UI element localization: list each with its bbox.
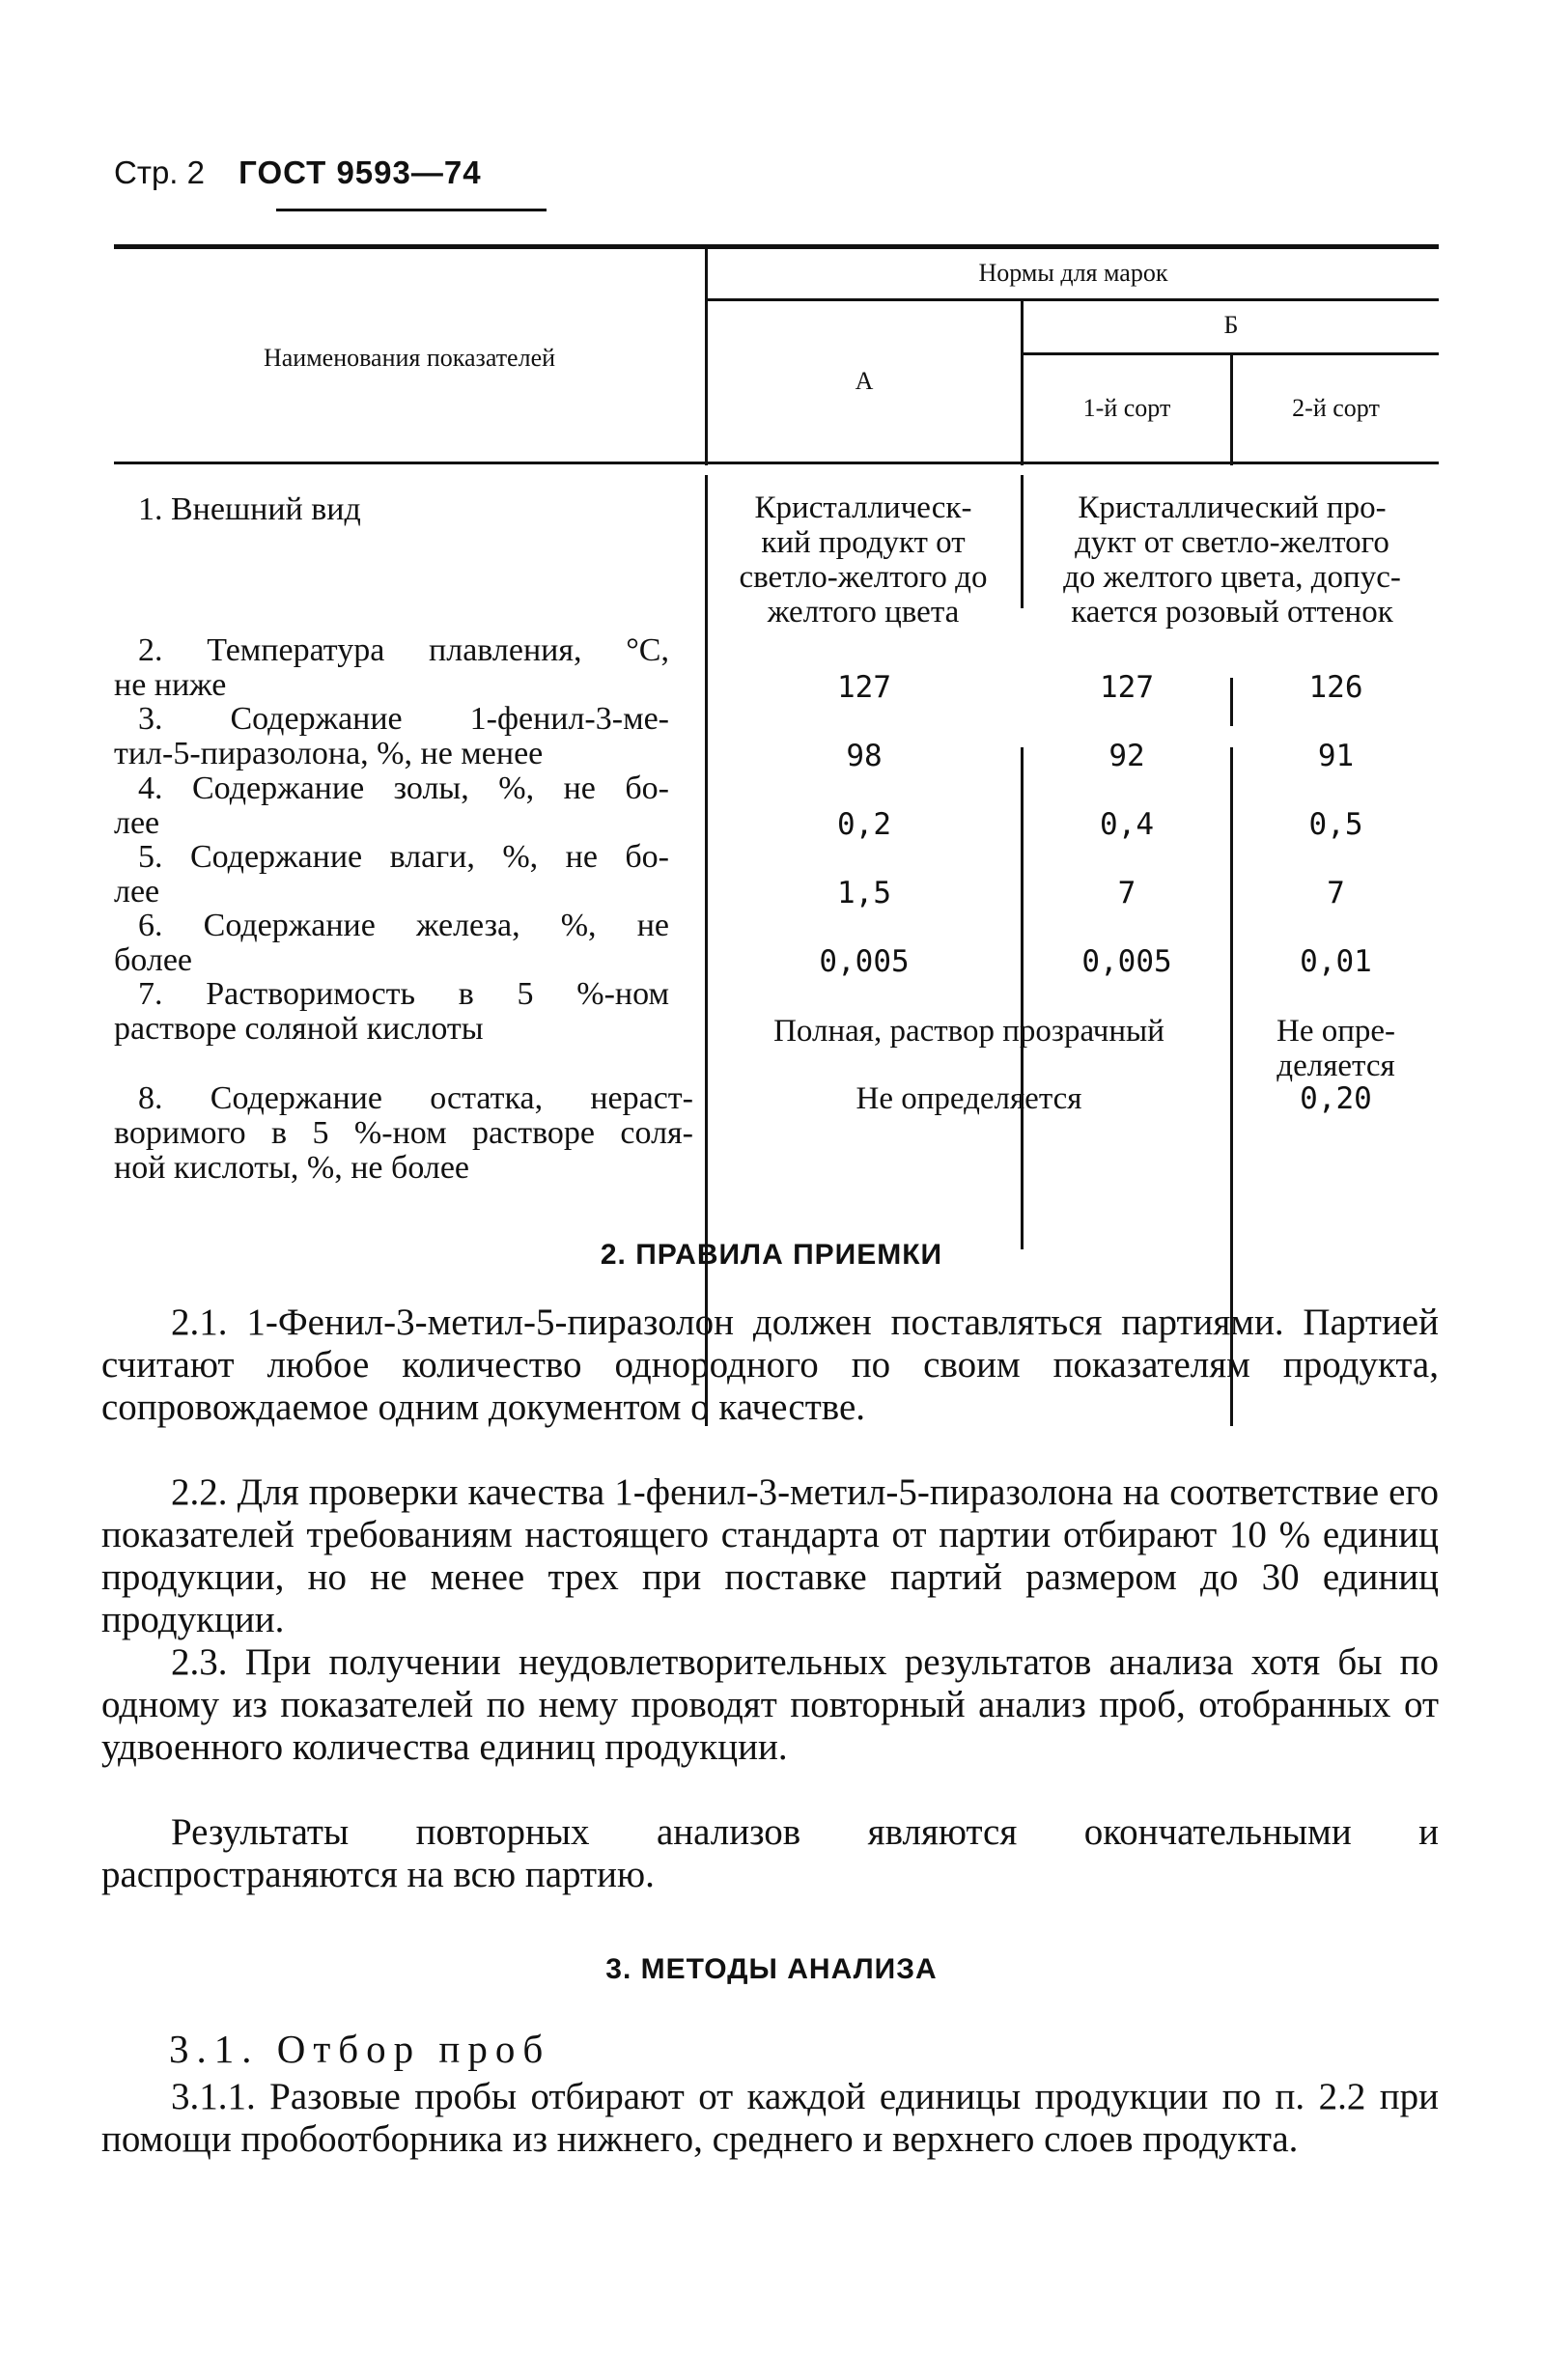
row-4-sort1: 0,4 [1100,807,1154,842]
subsection-3-1-heading: 3.1. Отбор проб [169,2027,551,2071]
table-top-rule [114,244,1439,249]
col-header-sort1: 1-й сорт [1082,394,1171,422]
row-6-grade-a: 0,005 [819,944,910,979]
row-4-label: 4. Содержание золы, %, не бо- лее [114,770,669,841]
row-8-grade-ab: Не определяется [856,1081,1082,1116]
paragraph-3-1-1: 3.1.1. Разовые пробы отбирают от каждой единицы продукции по п. 2.2 при помощи пробоотборника из нижнего, среднего и верхнего слоев продукта. [101,2076,1439,2160]
row-7-grade-ab: Полная, раствор прозрачный [773,1014,1164,1049]
norms-underline [708,298,1439,301]
row-6-label: 6. Содержание железа, %, не более [114,908,669,978]
standard-number: ГОСТ 9593—74 [238,154,482,190]
row-5-label: 5. Содержание влаги, %, не бо- лее [114,839,669,910]
row-7-sort2: Не опре- деляется [1276,1014,1396,1083]
row-2-grade-a: 127 [837,670,891,705]
row-6-sort2: 0,01 [1300,944,1372,979]
header-underline [276,209,547,211]
row-3-sort2: 91 [1317,739,1355,773]
body-divider-2a [1021,475,1024,608]
row-3-grade-a: 98 [846,739,883,773]
col-header-norms: Нормы для марок [978,259,1168,287]
row-2-sort1: 127 [1100,670,1154,705]
row-2-label: 2. Температура плавления, °С, не ниже [114,632,669,703]
paragraph-2-2: 2.2. Для проверки качества 1-фенил-3-метил-5-пиразолона на соответствие его показателей требованиям настоящего стандарта от партии отбирают 10 % единиц продукции, но не менее трех при поставке партий размером до 30 единиц продукции. [101,1471,1439,1640]
page-number: Стр. 2 [114,154,205,190]
row-6-sort1: 0,005 [1081,944,1172,979]
row-4-grade-a: 0,2 [837,807,891,842]
running-header [114,154,482,191]
row-2-sort2: 126 [1308,670,1363,705]
paragraph-2-3: 2.3. При получении неудовлетворительных результатов анализа хотя бы по одному из показателей по нему проводят повторный анализ проб, отобранных от удвоенного количества единиц продукции. [101,1641,1439,1768]
row-8-sort2: 0,20 [1300,1081,1372,1116]
paragraph-2-4: Результаты повторных анализов являются окончательными и распространяются на всю партию. [101,1811,1439,1895]
row-4-sort2: 0,5 [1308,807,1363,842]
row-1-grade-b: Кристаллический про- дукт от светло-желтого до желтого цвета, допус- кается розовый оттенок [1063,490,1401,630]
header-bottom-rule [114,462,1439,464]
col-header-names: Наименования показателей [263,344,556,372]
paragraph-2-1: 2.1. 1-Фенил-3-метил-5-пиразолон должен поставляться партиями. Партией считают любое количество однородного по своим показателям продукта, сопровождаемое одним документом о качестве. [101,1302,1439,1428]
section-2-title: 2. ПРАВИЛА ПРИЕМКИ [600,1239,943,1271]
section-3-title: 3. МЕТОДЫ АНАЛИЗА [605,1953,938,1985]
row-5-sort1: 7 [1117,876,1136,910]
row-7-label: 7. Растворимость в 5 %-ном растворе соляной кислоты [114,976,669,1047]
row-1-label: 1. Внешний вид [138,491,361,527]
col-header-sort2: 2-й сорт [1292,394,1380,422]
col-header-grade-b: Б [1223,311,1239,339]
col-header-grade-a: А [855,367,874,395]
row-1-grade-a: Кристаллическ- кий продукт от светло-желтого до желтого цвета [739,490,988,630]
row-8-label: 8. Содержание остатка, нераст- воримого в 5 %-ном растворе соля- ной кислоты, %, не более [114,1080,693,1186]
row-5-sort2: 7 [1327,876,1345,910]
row-3-sort1: 92 [1108,739,1145,773]
row-5-grade-a: 1,5 [837,876,891,910]
row-3-label: 3. Содержание 1-фенил-3-ме- тил-5-пиразолона, %, не менее [114,701,669,771]
